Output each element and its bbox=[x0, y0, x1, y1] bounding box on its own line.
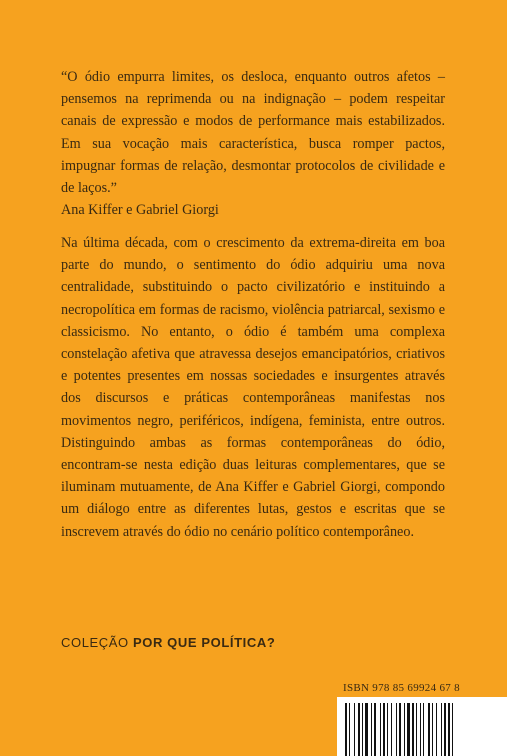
barcode-bar bbox=[365, 703, 368, 756]
barcode-bar bbox=[358, 703, 360, 756]
barcode-bar bbox=[441, 703, 442, 756]
barcode-bar bbox=[396, 703, 397, 756]
back-cover-quote bbox=[61, 66, 445, 221]
barcode-bar bbox=[383, 703, 385, 756]
barcode-bar bbox=[428, 703, 430, 756]
barcode-bar bbox=[391, 703, 392, 756]
barcode-bar bbox=[362, 703, 363, 756]
barcode-bar bbox=[345, 703, 347, 756]
barcode-bar bbox=[387, 703, 388, 756]
barcode-bar bbox=[452, 703, 453, 756]
barcode-bar bbox=[354, 703, 355, 756]
barcode-bar bbox=[407, 703, 410, 756]
barcode-bar bbox=[371, 703, 372, 756]
barcode bbox=[337, 697, 507, 756]
barcode-bar bbox=[412, 703, 414, 756]
barcode-bar bbox=[380, 703, 381, 756]
quote-attribution: Ana Kiffer e Gabriel Giorgi bbox=[61, 202, 219, 219]
series-name: POR QUE POLÍTICA? bbox=[133, 635, 276, 650]
barcode-bar bbox=[349, 703, 350, 756]
barcode-bar bbox=[436, 703, 437, 756]
barcode-bar bbox=[432, 703, 433, 756]
quote-text: “O ódio empurra limites, os desloca, enquanto outros afetos – pensemos na reprimenda ou na indignação – podem respeitar canais de expressão e modos de performance mais estabilizados. Em sua vocação mais característica, busca romper pactos, impugnar formas de relação, desmontar protocolos de civilidade e de laços.” bbox=[61, 69, 445, 197]
barcode-bar bbox=[448, 703, 450, 756]
barcode-bar bbox=[444, 703, 446, 756]
barcode-bar bbox=[423, 703, 424, 756]
barcode-bar bbox=[420, 703, 421, 756]
barcode-bar bbox=[374, 703, 376, 756]
barcode-bar bbox=[404, 703, 405, 756]
synopsis-text: Na última década, com o crescimento da extrema-direita em boa parte do mundo, o sentimento do ódio adquiriu uma nova centralidade, substituindo o pacto civilizatório e instituindo a necropolítica em formas de racismo, violência patriarcal, sexismo e classicismo. No entanto, o ódio é também uma complexa constelação afetiva que atravessa desejos emancipatórios, criativos e potentes presentes em nossas sociedades e insurgentes através dos discursos e práticas contemporâneas manifestas nos movimentos negro, periféricos, indígena, feminista, entre outros. Distinguindo ambas as formas contemporâneas do ódio, encontram-se nesta edição duas leituras complementares, que se iluminam mutuamente, de Ana Kiffer e Gabriel Giorgi, compondo um diálogo entre as diferentes lutas, gestos e escritas que se inscrevem através do ódio no cenário político contemporâneo. bbox=[61, 235, 445, 540]
barcode-bar bbox=[399, 703, 401, 756]
barcode-graphic bbox=[337, 697, 507, 756]
isbn-label: ISBN 978 85 69924 67 8 bbox=[343, 682, 460, 694]
series-prefix: COLEÇÃO bbox=[61, 635, 129, 650]
barcode-bar bbox=[416, 703, 417, 756]
series-label bbox=[61, 635, 275, 650]
